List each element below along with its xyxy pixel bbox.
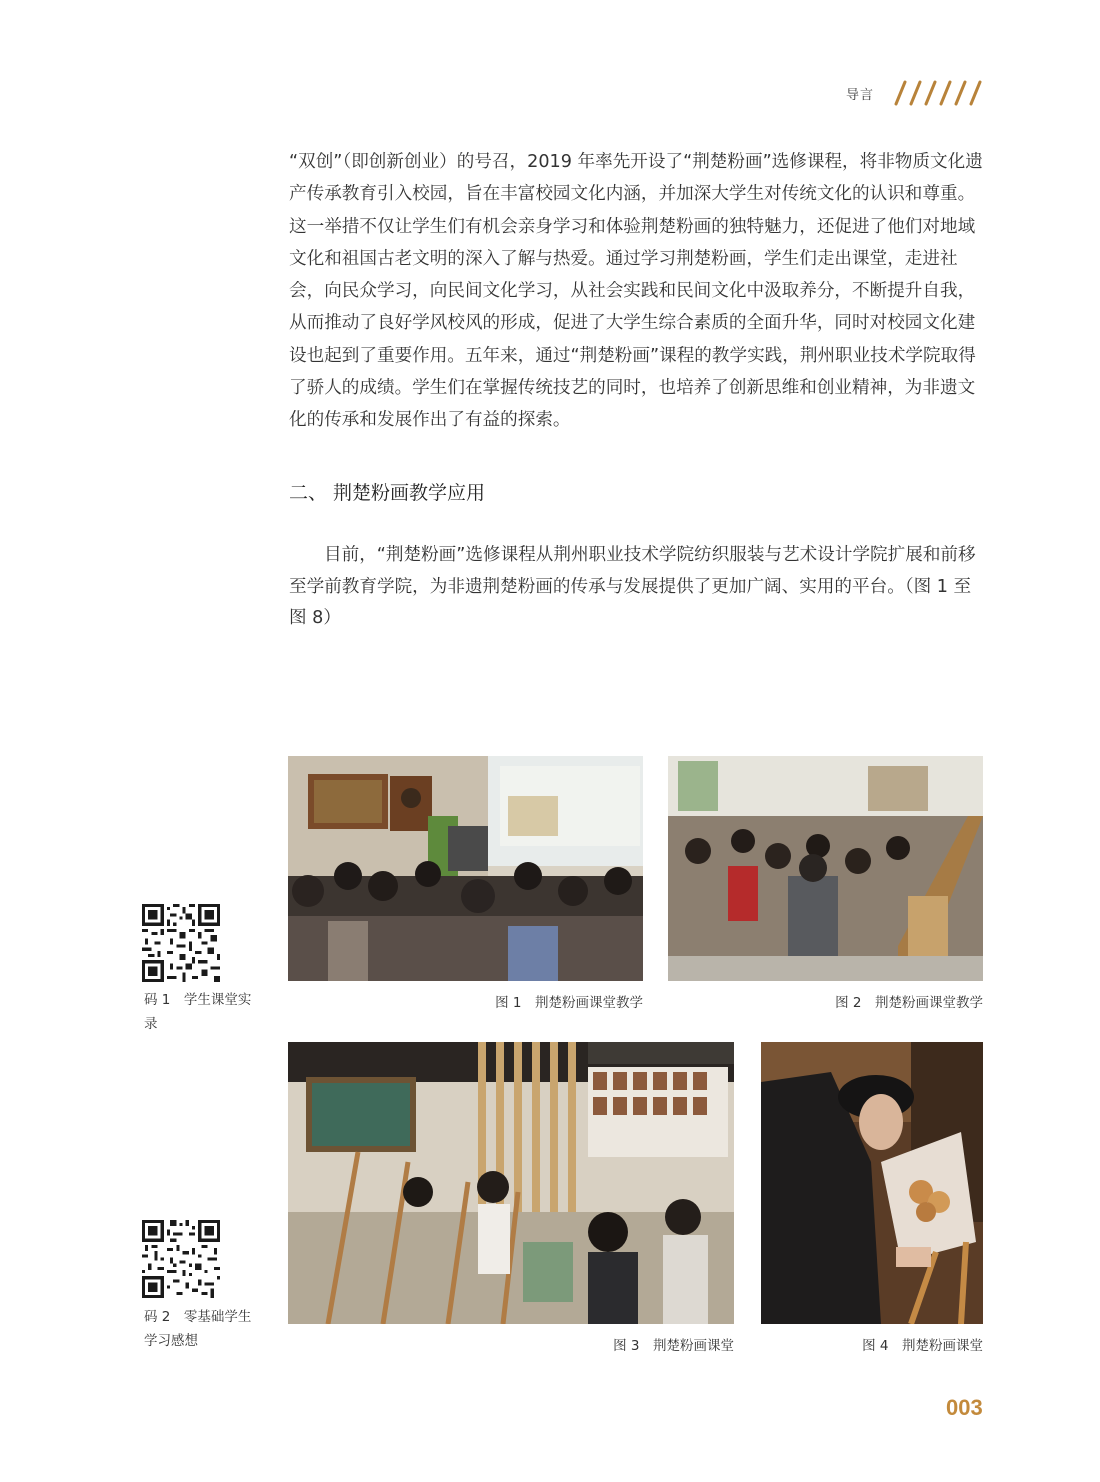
studio-painting-photo xyxy=(288,1042,734,1324)
decorative-slashes-icon xyxy=(888,78,988,108)
qr-code-icon xyxy=(142,1220,220,1298)
easel-demonstration-photo xyxy=(668,756,983,981)
body-paragraph: “双创”（即创新创业）的号召，2019 年率先开设了“荆楚粉画”选修课程，将非物质文化遗产传承教育引入校园，旨在丰富校园文化内涵，并加深大学生对传统文化的认识和尊重。这一举措不仅让学生们有机会亲身学习和体验荆楚粉画的独特魅力，还促进了他们对地域文化和祖国古老文明的深入了解与热爱。通过学习荆楚粉画，学生们走出课堂，走进社会，向民众学习，向民间文化学习，从社会实践和民间文化中汲取养分，不断提升自我，从而推动了良好学风校风的形成，促进了大学生综合素质的全面升华，同时对校园文化建设也起到了重要作用。五年来，通过“荆楚粉画”课程的教学实践，荆州职业技术学院取得了骄人的成绩。学生们在掌握传统技艺的同时，也培养了创新思维和创业精神，为非遗文化的传承和发展作出了有益的探索。 xyxy=(289,152,983,431)
figure-caption: 图 1 荆楚粉画课堂教学 xyxy=(495,995,643,1011)
figure-caption: 图 4 荆楚粉画课堂 xyxy=(862,1338,983,1354)
page-number: 003 xyxy=(946,1395,983,1420)
qr-caption: 码 1 学生课堂实录 xyxy=(144,992,252,1032)
section-label: 导言 xyxy=(846,88,875,103)
figure-caption: 图 3 荆楚粉画课堂 xyxy=(613,1338,734,1354)
qr-caption: 码 2 零基础学生学习感想 xyxy=(144,1309,252,1349)
figure-caption: 图 2 荆楚粉画课堂教学 xyxy=(835,995,983,1011)
student-painting-photo xyxy=(761,1042,983,1324)
section-heading: 二、 荆楚粉画教学应用 xyxy=(289,482,486,504)
qr-code-icon xyxy=(142,904,220,982)
classroom-lecture-photo xyxy=(288,756,643,981)
body-paragraph-2: 目前，“荆楚粉画”选修课程从荆州职业技术学院纺织服装与艺术设计学院扩展和前移至学前教育学院，为非遗荆楚粉画的传承与发展提供了更加广阔、实用的平台。（图 1 至图 8） xyxy=(289,545,976,628)
